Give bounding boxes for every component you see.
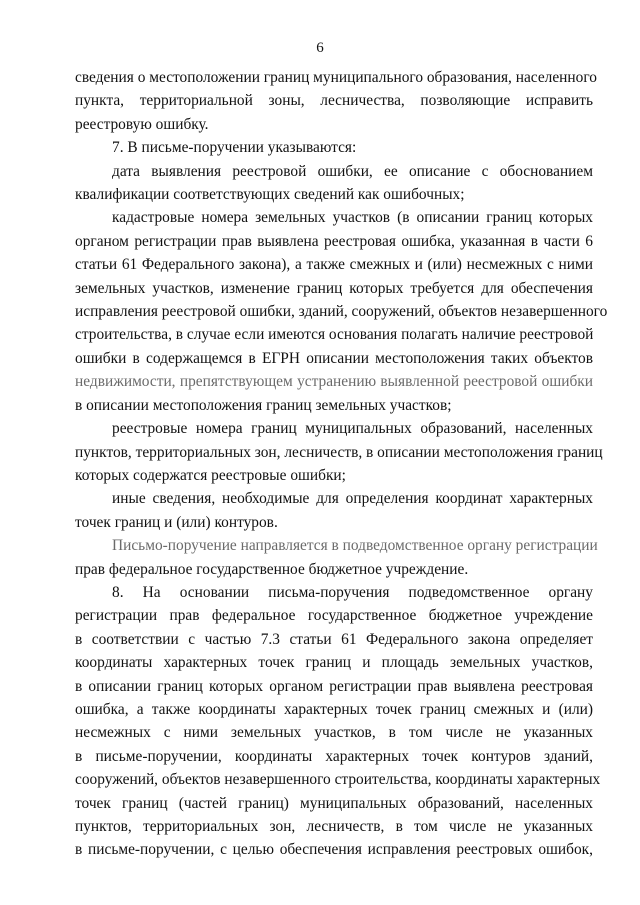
- text-line: несмежных с ними земельных участков, в том числе не указанных: [75, 724, 593, 742]
- text-line: сооружений, объектов незавершенного строительства, координаты характерных: [75, 771, 601, 789]
- text-line: строительства, в случае если имеются основания полагать наличие реестровой: [75, 326, 594, 344]
- text-line: Письмо-поручение направляется в подведомственное органу регистрации: [112, 537, 598, 555]
- text-line: 8. На основании письма-поручения подведомственное органу: [112, 583, 593, 601]
- text-line: 7. В письме-поручении указываются:: [112, 139, 357, 157]
- body-text: [75, 66, 608, 862]
- text-line: кадастровые номера земельных участков (в описании границ которых: [112, 209, 593, 227]
- text-line: пунктов, территориальных зон, лесничеств, в описании местоположения границ: [75, 443, 603, 461]
- text-line: иные сведения, необходимые для определения координат характерных: [112, 490, 593, 508]
- text-line: в соответствии с частью 7.3 статьи 61 Федерального закона определяет: [75, 630, 593, 648]
- text-line: сведения о местоположении границ муниципального образования, населенного: [75, 69, 597, 86]
- text-line: статьи 61 Федерального закона), а также смежных и (или) несмежных с ними: [75, 256, 593, 274]
- text-line: квалификации соответствующих сведений как ошибочных;: [75, 186, 465, 204]
- text-line: дата выявления реестровой ошибки, ее описание с обоснованием: [112, 162, 593, 180]
- text-line: регистрации прав федеральное государственное бюджетное учреждение: [75, 607, 593, 625]
- text-line: исправления реестровой ошибки, зданий, сооружений, объектов незавершенного: [75, 303, 608, 321]
- page-number: 6: [316, 40, 324, 56]
- text-line: органом регистрации прав выявлена реестровая ошибка, указанная в части 6: [75, 232, 593, 250]
- text-line: реестровые номера границ муниципальных образований, населенных: [112, 420, 593, 438]
- text-line: пунктов, территориальных зон, лесничеств, в том числе не указанных: [75, 818, 593, 835]
- text-line: в описании границ которых органом регистрации прав выявлена реестровая: [75, 677, 593, 695]
- text-line: прав федеральное государственное бюджетное учреждение.: [75, 560, 469, 578]
- text-line: координаты характерных точек границ и площадь земельных участков,: [75, 654, 593, 672]
- text-line: точек границ и (или) контуров.: [75, 513, 278, 531]
- text-line: в описании местоположения границ земельных участков;: [75, 396, 452, 414]
- text-line: ошибка, а также координаты характерных точек границ смежных и (или): [75, 700, 593, 718]
- text-line: пункта, территориальной зоны, лесничества, позволяющие исправить: [75, 92, 593, 110]
- text-line: ошибки в содержащемся в ЕГРН описании местоположения таких объектов: [75, 349, 593, 367]
- text-line: точек границ (частей границ) муниципальных образований, населенных: [75, 794, 593, 812]
- text-line: недвижимости, препятствующем устранению выявленной реестровой ошибки: [75, 373, 593, 391]
- text-line: в письме-поручении, координаты характерных точек контуров зданий,: [75, 747, 593, 765]
- text-line: земельных участков, изменение границ которых требуется для обеспечения: [75, 279, 593, 297]
- text-line: которых содержатся реестровые ошибки;: [75, 466, 346, 484]
- text-line: реестровую ошибку.: [75, 115, 209, 133]
- text-line: в письме-поручении, с целью обеспечения исправления реестровых ошибок,: [75, 841, 593, 859]
